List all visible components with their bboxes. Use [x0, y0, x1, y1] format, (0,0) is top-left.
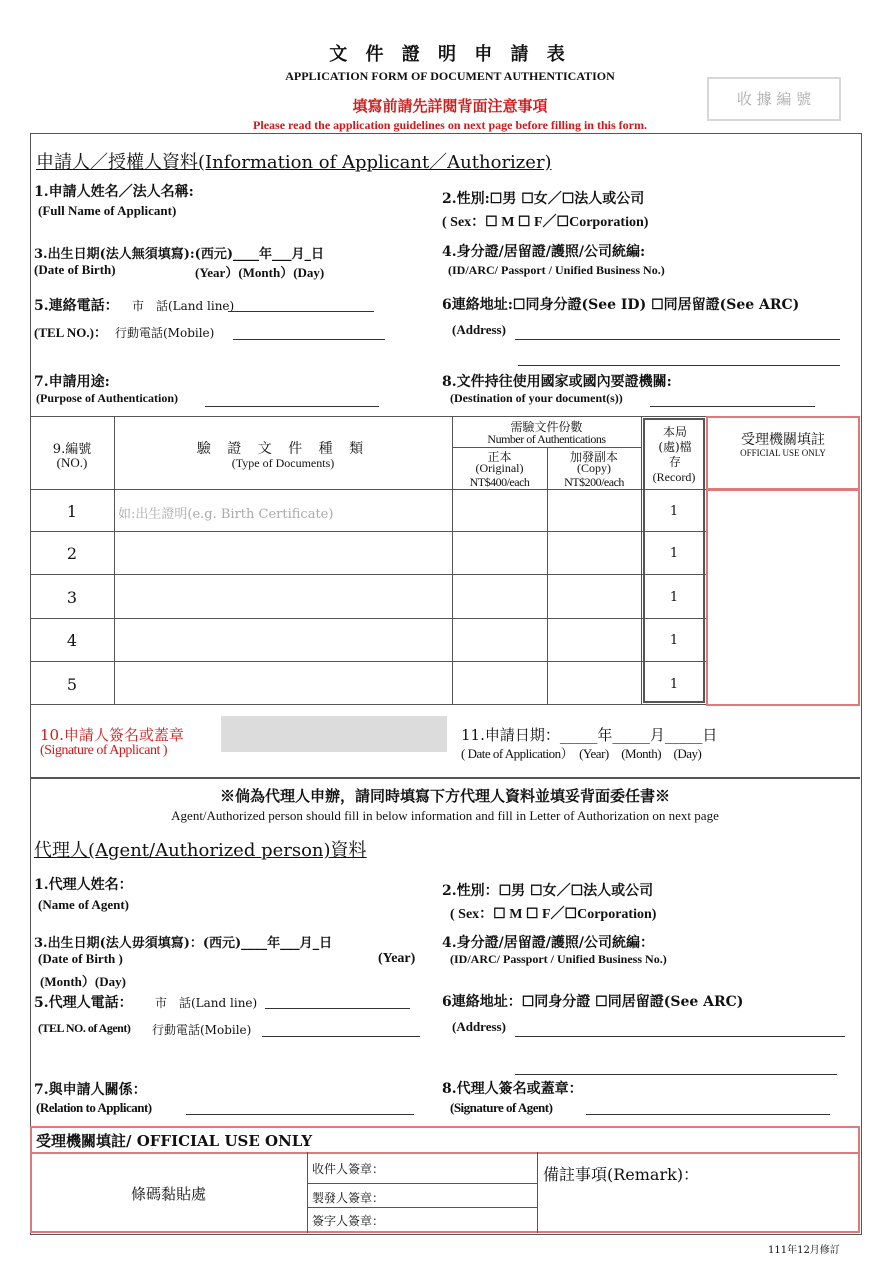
- document-type-example[interactable]: 如:出生證明(e.g. Birth Certificate): [118, 507, 334, 522]
- official-use-divider: [30, 1152, 860, 1154]
- agent-section-divider: [30, 777, 860, 779]
- col-record-label: 本局(處)檔存: [658, 425, 692, 469]
- agent-address-label[interactable]: 6連絡地址：☐同身分證 ☐同居留證(See ARC): [442, 994, 744, 1010]
- official-use-area: [706, 489, 860, 706]
- notice-en: Please read the application guidelines on next page before filling in this form.: [253, 118, 647, 132]
- col-copy-label: 加發副本: [569, 450, 618, 464]
- remark-label: 備註事項(Remark)：: [543, 1165, 700, 1184]
- applicant-dob-units: (Year）(Month）(Day): [195, 265, 325, 280]
- agent-name-label: 1.代理人姓名：: [34, 877, 133, 893]
- issuer-signature-label: 製發人簽章：: [312, 1191, 385, 1205]
- docs-table-top: [30, 416, 706, 417]
- col-record-label-en: (Record): [652, 470, 696, 484]
- col-count-label-en: Number of Authentications: [487, 432, 606, 446]
- applicant-mobile-label: 行動電話(Mobile): [115, 326, 215, 340]
- applicant-purpose-field[interactable]: [205, 406, 379, 407]
- agent-signature-field[interactable]: [586, 1114, 830, 1115]
- record-count: 1: [669, 504, 679, 519]
- col-type-label-en: (Type of Documents): [231, 456, 335, 470]
- applicant-address-field[interactable]: [515, 339, 840, 340]
- application-date-label-en: ( Date of Application） (Year) (Month) (Day): [461, 746, 702, 761]
- agent-id-label: 4.身分證/居留證/護照/公司統編：: [442, 935, 654, 951]
- docs-table-vline: [641, 416, 642, 704]
- applicant-purpose-label: 7.申請用途:: [34, 374, 110, 390]
- docs-table-divider: [30, 661, 706, 662]
- notice-zh: 填寫前請先詳閱背面注意事項: [352, 97, 548, 115]
- col-type-label: 驗 證 文 件 種 類: [196, 441, 370, 457]
- col-official-label-en: OFFICIAL USE ONLY: [740, 448, 826, 458]
- agent-notice-zh: ※倘為代理人申辦，請同時填寫下方代理人資料並填妥背面委任書※: [219, 787, 670, 805]
- applicant-tel-label-en: (TEL NO.)：: [34, 325, 107, 340]
- applicant-signature-label-en: (Signature of Applicant ): [40, 743, 168, 758]
- agent-address-field[interactable]: [515, 1036, 845, 1037]
- agent-mobile-label: 行動電話(Mobile): [152, 1023, 252, 1037]
- applicant-address-label[interactable]: 6連絡地址:☐同身分證(See ID) ☐同居留證(See ARC): [442, 297, 800, 313]
- agent-landline-field[interactable]: [265, 1008, 410, 1009]
- agent-name-label-en: (Name of Agent): [38, 897, 129, 912]
- applicant-address-field-2[interactable]: [518, 365, 840, 366]
- agent-mobile-field[interactable]: [262, 1036, 420, 1037]
- agent-signature-label-en: (Signature of Agent): [450, 1100, 553, 1115]
- agent-dob-units: (Month）(Day): [40, 974, 126, 989]
- row-number: 5: [66, 675, 78, 694]
- agent-section-title: 代理人(Agent/Authorized person)資料: [34, 840, 367, 861]
- agent-relation-label: 7.與申請人關係：: [34, 1082, 147, 1098]
- applicant-destination-field[interactable]: [650, 406, 815, 407]
- agent-notice-en: Agent/Authorized person should fill in below information and fill in Letter of Authorization on next page: [171, 808, 719, 823]
- agent-tel-label-en: (TEL NO. of Agent): [38, 1021, 131, 1035]
- agent-signature-label: 8.代理人簽名或蓋章：: [442, 1081, 583, 1097]
- agent-dob-label-en: (Date of Birth ): [38, 951, 123, 966]
- signer-signature-label: 簽字人簽章：: [312, 1214, 385, 1228]
- official-use-hline: [307, 1183, 537, 1184]
- row-number: 3: [66, 588, 78, 607]
- agent-dob-year: (Year): [378, 951, 416, 966]
- col-copy-price: NT$200/each: [564, 475, 624, 489]
- applicant-sex-label-en[interactable]: ( Sex：☐ M ☐ F／☐Corporation): [442, 215, 649, 230]
- barcode-area: 條碼黏貼處: [130, 1185, 206, 1203]
- applicant-dob-label-en: (Date of Birth): [34, 262, 116, 277]
- col-count-label: 需驗文件份數: [510, 420, 583, 434]
- applicant-destination-label: 8.文件持往使用國家或國內要證機關:: [442, 374, 672, 390]
- applicant-id-label: 4.身分證/居留證/護照/公司統編:: [442, 244, 646, 260]
- row-number: 1: [66, 502, 78, 521]
- applicant-landline-field[interactable]: [228, 311, 374, 312]
- applicant-landline-label: 市 話(Land line): [132, 299, 235, 313]
- applicant-destination-label-en: (Destination of your document(s)): [450, 391, 623, 405]
- agent-dob-label: 3.出生日期(法人毋須填寫)：(西元)____年___月_日: [34, 936, 333, 951]
- record-count: 1: [669, 546, 679, 561]
- agent-address-field-2[interactable]: [515, 1074, 837, 1075]
- applicant-signature-label: 10.申請人簽名或蓋章: [40, 726, 184, 744]
- col-original-price: NT$400/each: [469, 475, 530, 489]
- col-copy-label-en: (Copy): [577, 461, 611, 475]
- col-original-label-en: (Original): [475, 461, 524, 475]
- record-count: 1: [669, 633, 679, 648]
- official-use-title: 受理機關填註/ OFFICIAL USE ONLY: [36, 1132, 313, 1150]
- applicant-dob-label: 3.出生日期(法人無須填寫):(西元)____年___月_日: [34, 247, 324, 262]
- agent-tel-label: 5.代理人電話：: [34, 995, 133, 1011]
- col-official-label: 受理機關填註: [741, 432, 825, 448]
- applicant-id-label-en: (ID/ARC/ Passport / Unified Business No.): [448, 263, 665, 277]
- receiver-signature-label: 收件人簽章：: [312, 1162, 385, 1176]
- revision-note: 111年12月修訂: [768, 1245, 840, 1256]
- applicant-mobile-field[interactable]: [233, 339, 385, 340]
- applicant-signature-field[interactable]: [221, 716, 447, 752]
- agent-sex-label[interactable]: 2.性別：☐男 ☐女／☐法人或公司: [442, 883, 654, 899]
- record-count: 1: [669, 590, 679, 605]
- applicant-name-label: 1.申請人姓名／法人名稱:: [34, 184, 194, 200]
- col-no-label: 9.編號: [52, 442, 92, 457]
- agent-relation-label-en: (Relation to Applicant): [36, 1100, 152, 1115]
- agent-id-label-en: (ID/ARC/ Passport / Unified Business No.): [450, 952, 667, 966]
- agent-relation-field[interactable]: [186, 1114, 414, 1115]
- docs-table-divider: [30, 618, 706, 619]
- official-use-vline: [537, 1152, 538, 1233]
- col-no-label-en: (NO.): [56, 455, 88, 470]
- row-number: 2: [66, 544, 78, 563]
- application-date-label[interactable]: 11.申請日期：_____年_____月_____日: [461, 726, 718, 744]
- applicant-address-label-en: (Address): [452, 322, 506, 337]
- col-original-label: 正本: [487, 450, 512, 464]
- form-title-en: APPLICATION FORM OF DOCUMENT AUTHENTICATION: [285, 69, 615, 83]
- receipt-number-box[interactable]: 收 據 編 號: [707, 77, 841, 121]
- agent-sex-label-en[interactable]: ( Sex：☐ M ☐ F／☐Corporation): [450, 907, 657, 922]
- form-title-zh: 文 件 證 明 申 請 表: [329, 44, 571, 65]
- agent-landline-label: 市 話(Land line): [155, 996, 258, 1010]
- docs-table-divider: [30, 531, 706, 532]
- row-number: 4: [66, 631, 78, 650]
- official-use-vline: [307, 1152, 308, 1233]
- docs-table-bottom: [30, 704, 706, 705]
- applicant-section-title: 申請人／授權人資料(Information of Applicant／Authorizer): [36, 152, 552, 173]
- agent-address-label-en: (Address): [452, 1019, 506, 1034]
- docs-table-divider: [30, 574, 706, 575]
- record-count: 1: [669, 677, 679, 692]
- applicant-sex-label[interactable]: 2.性別:☐男 ☐女／☐法人或公司: [442, 191, 645, 207]
- applicant-tel-label: 5.連絡電話：: [34, 298, 119, 314]
- applicant-purpose-label-en: (Purpose of Authentication): [36, 391, 178, 405]
- applicant-name-label-en: (Full Name of Applicant): [38, 203, 177, 218]
- official-use-hline: [307, 1207, 537, 1208]
